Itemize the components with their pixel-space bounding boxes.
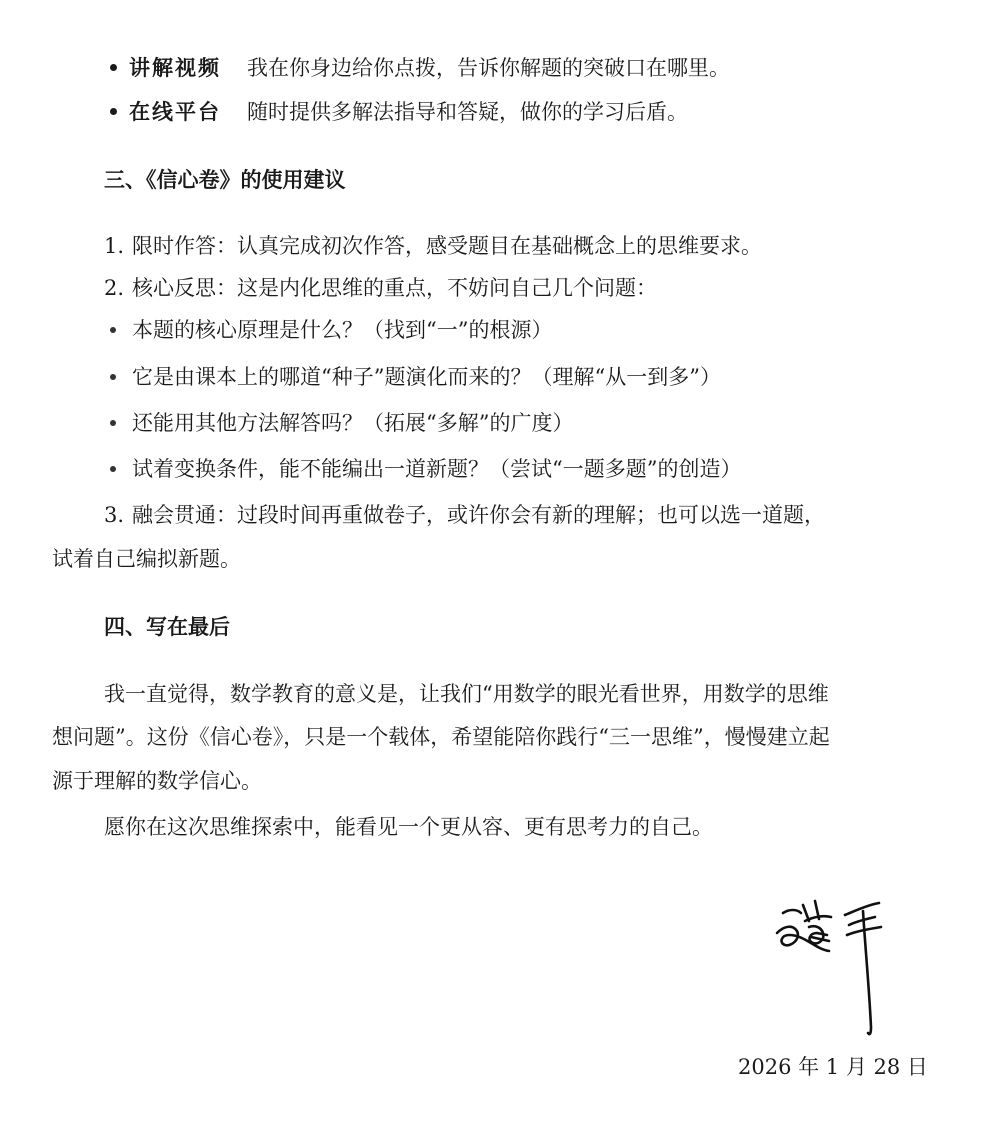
bullet-icon — [110, 327, 116, 333]
paragraph-line: 源于理解的数学信心。 — [52, 769, 262, 793]
item-number: 2. — [104, 276, 125, 300]
item-number: 3. — [104, 503, 125, 527]
question-item — [110, 362, 721, 392]
item-number: 1. — [104, 234, 125, 258]
question-text: 试着变换条件，能不能编出一道新题？（尝试“一题多题”的创造） — [132, 457, 742, 481]
feature-label: 讲解视频 — [129, 56, 221, 80]
question-item — [110, 454, 741, 484]
section-heading-closing: 四、写在最后 — [104, 615, 230, 639]
feature-text: 随时提供多解法指导和答疑，做你的学习后盾。 — [247, 100, 688, 124]
list-item-3-continuation: 试着自己编拟新题。 — [52, 547, 241, 571]
paragraph-line: 想问题”。这份《信心卷》，只是一个载体，希望能陪你践行“三一思维”，慢慢建立起 — [52, 725, 830, 749]
list-item-1 — [104, 231, 762, 261]
list-item-2 — [104, 273, 657, 303]
question-text: 它是由课本上的哪道“种子”题演化而来的？（理解“从一到多”） — [132, 365, 721, 389]
item-text: 融会贯通：过段时间再重做卷子，或许你会有新的理解；也可以选一道题， — [132, 503, 826, 527]
bullet-icon — [110, 64, 117, 71]
list-item-3 — [104, 500, 825, 530]
question-item — [110, 315, 552, 345]
question-text: 还能用其他方法解答吗？（拓展“多解”的广度） — [132, 411, 574, 435]
bullet-icon — [110, 374, 116, 380]
signature-date: 2026 年 1 月 28 日 — [738, 1055, 928, 1079]
item-text: 限时作答：认真完成初次作答，感受题目在基础概念上的思维要求。 — [132, 234, 763, 258]
bullet-icon — [110, 108, 117, 115]
section-heading-usage: 三、《信心卷》的使用建议 — [104, 168, 346, 192]
bullet-icon — [110, 466, 116, 472]
handwritten-signature — [775, 895, 895, 1040]
question-item — [110, 408, 573, 438]
feature-label: 在线平台 — [129, 100, 221, 124]
paragraph-wish: 愿你在这次思维探索中，能看见一个更从容、更有思考力的自己。 — [104, 815, 713, 839]
feature-item-video — [110, 53, 730, 83]
bullet-icon — [110, 420, 116, 426]
question-text: 本题的核心原理是什么？（找到“一”的根源） — [132, 318, 553, 342]
paragraph-line: 我一直觉得，数学教育的意义是，让我们“用数学的眼光看世界，用数学的思维 — [104, 682, 829, 706]
item-text: 核心反思：这是内化思维的重点，不妨问自己几个问题： — [132, 276, 658, 300]
feature-item-platform — [110, 97, 688, 127]
feature-text: 我在你身边给你点拨，告诉你解题的突破口在哪里。 — [247, 56, 730, 80]
